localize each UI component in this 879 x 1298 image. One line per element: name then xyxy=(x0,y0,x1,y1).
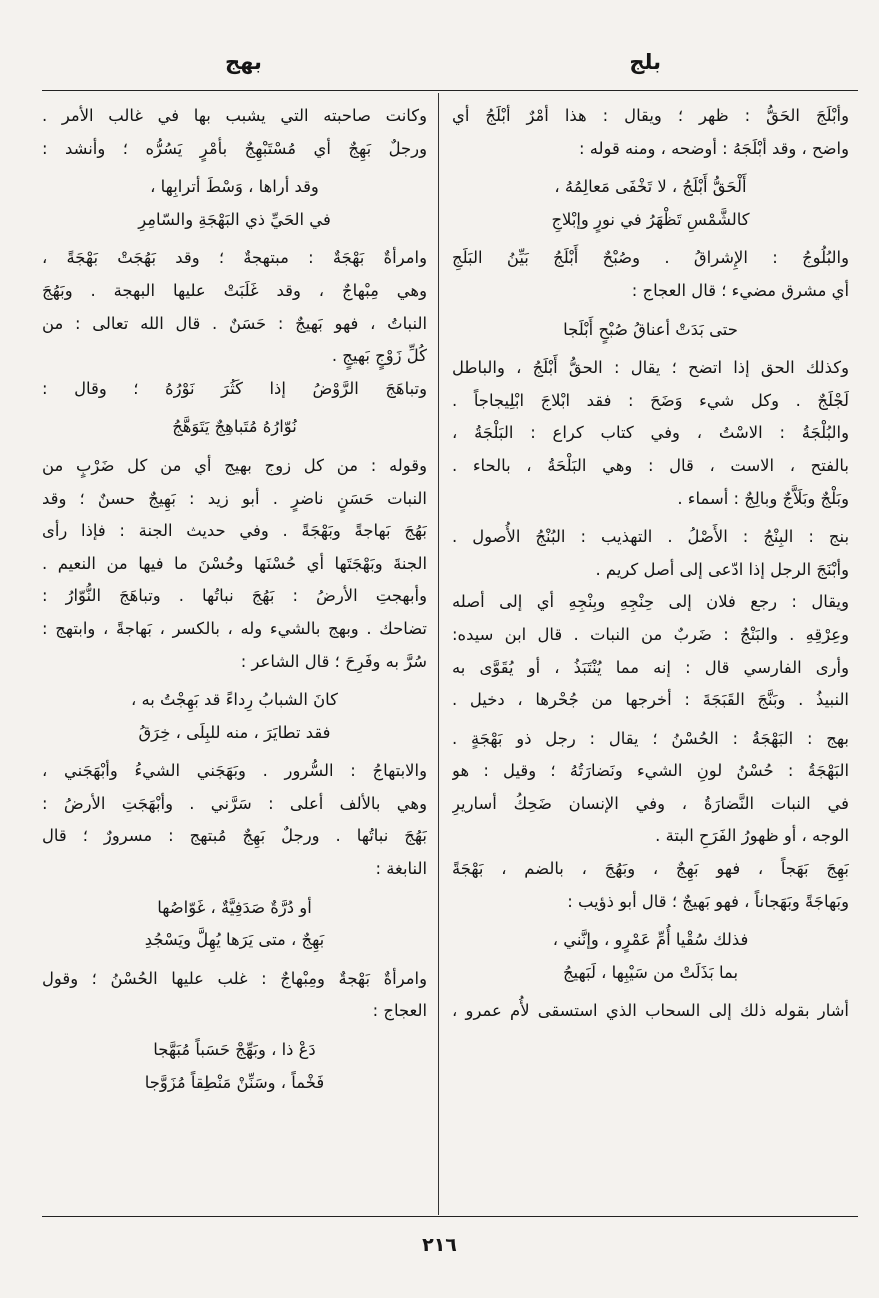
text-line: الجنةَ وبَهْجَتَها أي حُسْنَها وحُسْنَ ما فيها من النعيم . xyxy=(42,553,427,573)
text-line: وبَهاجَةً وبَهَجاناً ، فهو بَهيجٌ ؛ قال أبو ذؤيب : xyxy=(567,891,849,911)
text-line: وأبهجتِ الأرضُ : بَهُجَ نباتُها . وتباهَجَ النُّوّارُ : xyxy=(42,586,427,606)
text-line: وعِرْقِهِ . والبَنْجُ : ضَربٌ من النبات . قال ابن سيده: xyxy=(452,624,849,644)
text-line: والابتهاجُ : السُّرور . وبَهَجَني الشيءُ وأبْهَجَني ، xyxy=(42,761,427,781)
header-root-right: بلج xyxy=(629,50,661,74)
text-line: أشار بقوله ذلك إلى السحاب الذي استسقى لأُم عمرو ، xyxy=(452,1001,849,1021)
text-line: البَهْجَةُ : حُسْنُ لونِ الشيء ونَضارَتُهُ ؛ وقيل : هو xyxy=(452,761,849,781)
entry-line: بنج : البِنْجُ : الأَصْلُ . التهذيب : البُنْجُ الأُصول . xyxy=(452,527,849,547)
bottom-rule xyxy=(42,1216,858,1217)
verse-line: بَهِجٌ ، متى يَرَها يُهِلَّ ويَسْجُدِ xyxy=(144,930,325,950)
text-line: في النبات النَّضارَةُ ، وفي الإنسان ضَحِكُ أساريرِ xyxy=(452,793,849,813)
verse-line: بما بَذَلَتْ من سَيْبِها ، لَبَهيجُ xyxy=(562,962,739,982)
text-line: بَهِجَ بَهَجاً ، فهو بَهِجٌ ، وبَهُجَ ، بالضم ، بَهْجَةً xyxy=(452,859,849,879)
text-line: لَجْلَجٌ . وكل شيء وَضَحَ : فقد ابْلاجَ ابْلِيجاجاً . xyxy=(452,390,849,410)
text-line: ورجلٌ بَهِجٌ أي مُسْتَبْهِجٌ بأمْرٍ يَسُرُّه ؛ وأنشد : xyxy=(42,138,427,158)
verse-line: حتى بَدَتْ أعناقُ صُبْحٍ أَبْلَجا xyxy=(563,319,738,339)
top-rule xyxy=(42,90,858,91)
text-line: واضح ، وقد أبْلَجَهُ : أوضحه ، ومنه قوله : xyxy=(578,138,849,158)
text-line: وكذلك الحق إذا اتضح ؛ يقال : الحقُّ أَبْلَجُ ، والباطل xyxy=(452,358,849,378)
right-column xyxy=(452,100,849,1205)
entry-line: بهج : البَهْجَةُ : الحُسْنُ ؛ يقال : رجل ذو بَهْجَةٍ . xyxy=(452,728,849,748)
text-line: النبيذُ . وبَنَّجَ القَبَجَةَ : أخرجها من جُحْرها ، دخيل . xyxy=(452,690,849,710)
text-line: وأبْلَجَ الحَقُّ : ظهر ؛ ويقال : هذا أمْرٌ أبْلَجُ أي xyxy=(452,106,849,125)
text-line: العجاج : xyxy=(372,1001,427,1021)
verse-line: أَلْحَقُّ أَبْلَجُ ، لا تَخْفَى مَعالِمُهُ ، xyxy=(554,177,747,197)
text-line: وأبْنَجَ الرجل إذا ادّعى إلى أصل كريم . xyxy=(595,559,849,579)
verse-line: كانَ الشبابُ رِداءً قد بَهِجْتُ به ، xyxy=(131,690,338,710)
verse-line: وقد أراها ، وَسْطَ أترابِها ، xyxy=(150,177,319,197)
text-line: النبات حَسَنٍ ناضرٍ . أبو زيد : بَهِيجٌ حسنٌ ؛ وقد xyxy=(42,488,427,508)
text-line: أي مشرق مضيء ؛ قال العجاج : xyxy=(631,280,849,300)
text-line: بَهُجَ بَهاجةً وبَهْجَةً . وفي حديث الجنة : فإذا رأى xyxy=(42,521,427,541)
text-line: وقوله : من كل زوج بهيج أي من كل ضَرْبٍ من xyxy=(42,455,427,475)
text-line: ويقال : رجع فلان إلى حِنْجِهِ وبِنْجِهِ أي إلى أصله xyxy=(452,592,849,612)
text-line: الوجه ، أو ظهورُ الفَرَحِ البتة . xyxy=(655,826,849,846)
text-line: وبَلْجٌ وبَلَاَّجٌ وبالِجٌ : أسماء . xyxy=(677,488,849,508)
text-line: وهي مِبْهاجٌ ، وقد غَلَبَتْ عليها البهجة . وبَهُجَ xyxy=(42,280,427,300)
text-line: النابغة : xyxy=(375,859,427,879)
header-root-left: بهج xyxy=(225,50,262,74)
text-line: وأرى الفارسي قال : إنه مما يُنْتَبَذُ ، أو يُقَوَّى به xyxy=(452,657,849,677)
text-line: النباتُ ، فهو بَهيجٌ : حَسَنٌ . قال الله تعالى : من xyxy=(42,313,427,333)
column-divider xyxy=(438,93,439,1215)
text-line: وامرأةٌ بَهْجَةٌ : مبتهجةٌ ؛ وقد بَهُجَتْ بَهْجَةً ، xyxy=(42,248,427,268)
verse-line: في الحَيِّ ذي البَهْجَةِ والسّامِرِ xyxy=(138,209,331,229)
left-column xyxy=(42,100,427,1205)
verse-line: فَخْماً ، وسَنِّنْ مَنْطِقاً مُزَوَّجا xyxy=(144,1072,325,1092)
text-line: وتباهَجَ الرَّوْضُ إذا كَثُرَ نَوْرُهُ ؛ وقال : xyxy=(42,378,427,398)
verse-line: فذلك سُقْيا أُمِّ عَمْرٍو ، وإنَّني ، xyxy=(552,930,749,950)
text-line: بَهُجَ نباتُها . ورجلٌ بَهِجٌ مُبتهج : مسرورٌ ؛ قال xyxy=(42,826,427,846)
text-line: وكانت صاحبته التي يشبب بها في غالب الأمر . xyxy=(42,106,427,125)
text-line: والبُلْجَةُ : الاسْتُ ، وفي كتاب كراع : البَلْجَةُ ، xyxy=(452,423,849,443)
page-number: ٢١٦ xyxy=(422,1234,457,1256)
text-line: وهي بالألف أعلى : سَرَّني . وأبْهَجَتِ الأرضُ : xyxy=(42,793,427,813)
text-line: وامرأةٌ بَهْجةٌ ومِبْهاجٌ : غلب عليها الحُسْنُ ؛ وقول xyxy=(42,968,427,988)
text-line: تضاحك . وبهج بالشيء وله ، بالكسر ، بَهاجةً ، وابتهج : xyxy=(42,618,427,638)
text-line: بالفتح ، الاست ، قال : وهي البَلْحَةُ ، بالحاء . xyxy=(452,455,849,475)
verse-line: أو دُرَّةٌ صَدَفِيَّةٌ ، غَوّاصُها xyxy=(157,897,312,917)
text-line: سُرَّ به وفَرِحَ ؛ قال الشاعر : xyxy=(240,651,427,671)
verse-line: فقد تطايَرَ ، منه للبِلَى ، خِرَقُ xyxy=(138,722,331,742)
verse-line: نُوّارُهُ مُتَباهِجٌ يَتَوَهَّجُ xyxy=(172,417,297,437)
verse-line: دَعْ ذا ، وبَهِّجْ حَسَباً مُبَهَّجا xyxy=(153,1040,316,1060)
verse-line: كالشَّمْسِ تَظْهَرُ في نورٍ وإبْلاجِ xyxy=(551,209,750,229)
text-line: كُلِّ زَوْجٍ بَهيجٍ . xyxy=(331,346,427,366)
text-line: والبُلُوجُ : الإِشراقُ . وصُبْحٌ أَبْلَجُ بَيِّنُ البَلَجِ xyxy=(452,248,849,268)
